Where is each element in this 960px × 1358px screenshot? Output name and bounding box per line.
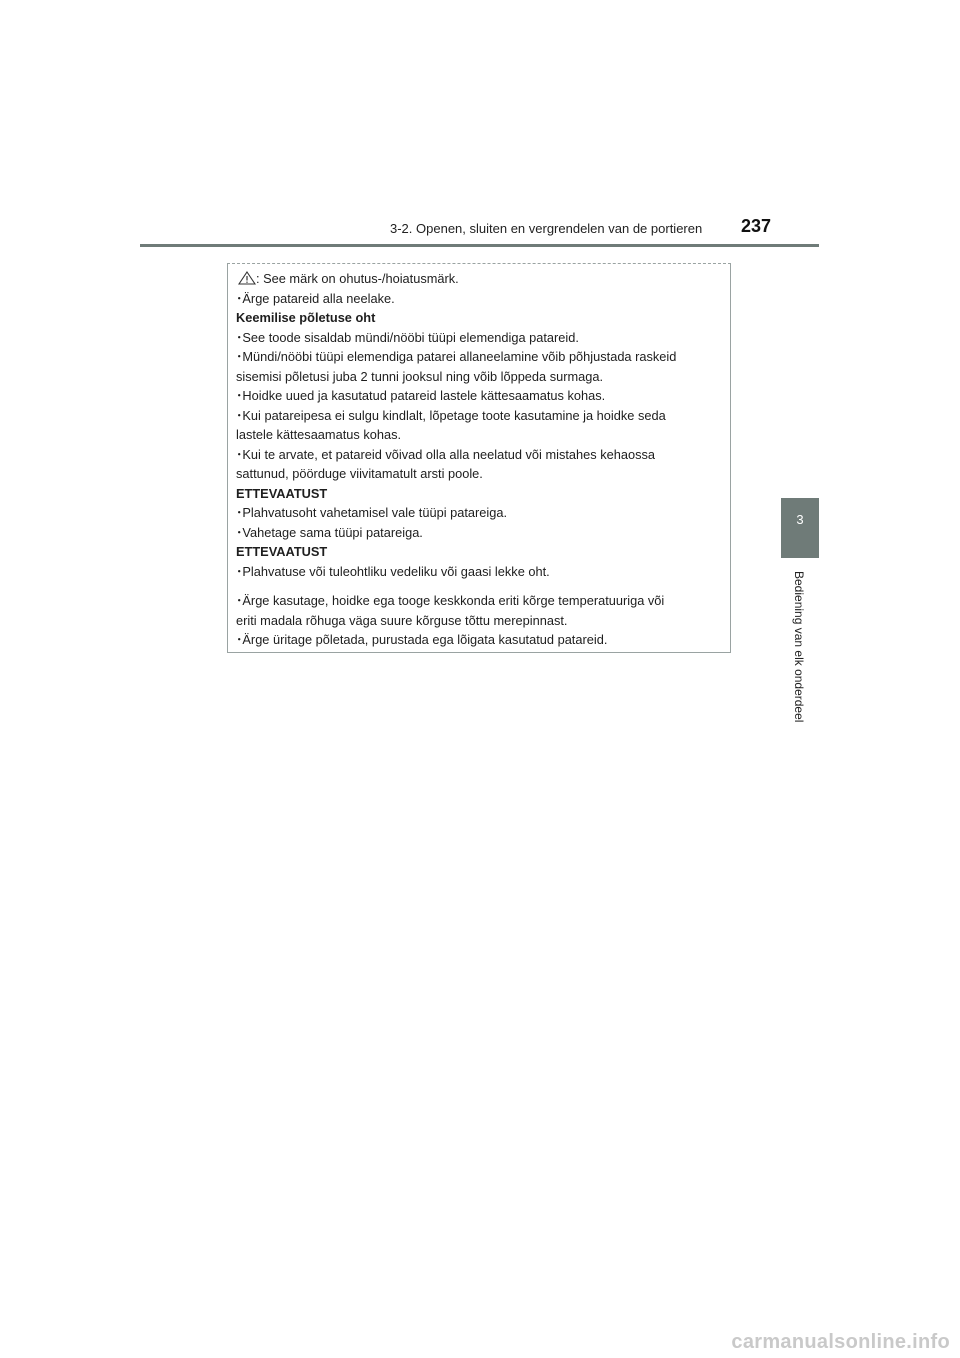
warning-line: ･See toode sisaldab mündi/nööbi tüüpi elemendiga patareid.: [236, 329, 579, 345]
warning-line: ･Ärge kasutage, hoidke ega tooge keskkonda eriti kõrge temperatuuriga või: [236, 593, 665, 608]
page-number: 237: [741, 216, 772, 236]
header-rule: [140, 244, 819, 247]
warning-line: ･Kui te arvate, et patareid võivad olla alla neelatud või mistahes kehaossa: [236, 446, 655, 462]
section-title: 3-2. Openen, sluiten en vergrendelen van de portieren: [390, 221, 703, 236]
warning-line: ･Mündi/nööbi tüüpi elemendiga patarei allaneelamine võib põhjustada raskeid: [236, 349, 677, 364]
warning-line: sisemisi põletusi juba 2 tunni jooksul ning võib lõppeda surmaga.: [236, 368, 604, 384]
warning-line: lastele kättesaamatus kohas.: [236, 427, 402, 442]
warning-line: sattunud, pöörduge viivitamatult arsti poole.: [236, 466, 483, 481]
caution-heading: ETTEVAATUST: [236, 485, 328, 501]
warning-symbol-text: : See märk on ohutus-/hoiatusmärk.: [256, 271, 459, 286]
chapter-tab: [781, 498, 819, 558]
warning-triangle-icon: [238, 271, 256, 285]
chapter-side-label: Bediening van elk onderdeel: [792, 571, 806, 723]
warning-heading: Keemilise põletuse oht: [236, 310, 376, 325]
warning-line: ･Plahvatuse või tuleohtliku vedeliku või gaasi lekke oht.: [236, 563, 550, 579]
warning-line: ･Ärge üritage põletada, purustada ega lõigata kasutatud patareid.: [236, 632, 608, 647]
battery-warning-box: [227, 263, 731, 653]
warning-line: ･Vahetage sama tüüpi patareiga.: [236, 524, 423, 540]
spacer: [236, 581, 724, 591]
chapter-number: 3: [796, 512, 804, 527]
watermark: carmanualsonline.info: [731, 1331, 950, 1353]
caution-heading: ETTEVAATUST: [236, 544, 328, 559]
warning-line: ･Plahvatusoht vahetamisel vale tüüpi patareiga.: [236, 505, 508, 520]
warning-symbol-line: [236, 269, 724, 289]
warning-line: ･Hoidke uued ja kasutatud patareid lastele kättesaamatus kohas.: [236, 388, 606, 403]
warning-line: ･Ärge patareid alla neelake.: [236, 290, 395, 306]
warning-line: eriti madala rõhuga väga suure kõrguse tõttu merepinnast.: [236, 612, 568, 628]
warning-line: ･Kui patareipesa ei sulgu kindlalt, lõpetage toote kasutamine ja hoidke seda: [236, 407, 666, 423]
